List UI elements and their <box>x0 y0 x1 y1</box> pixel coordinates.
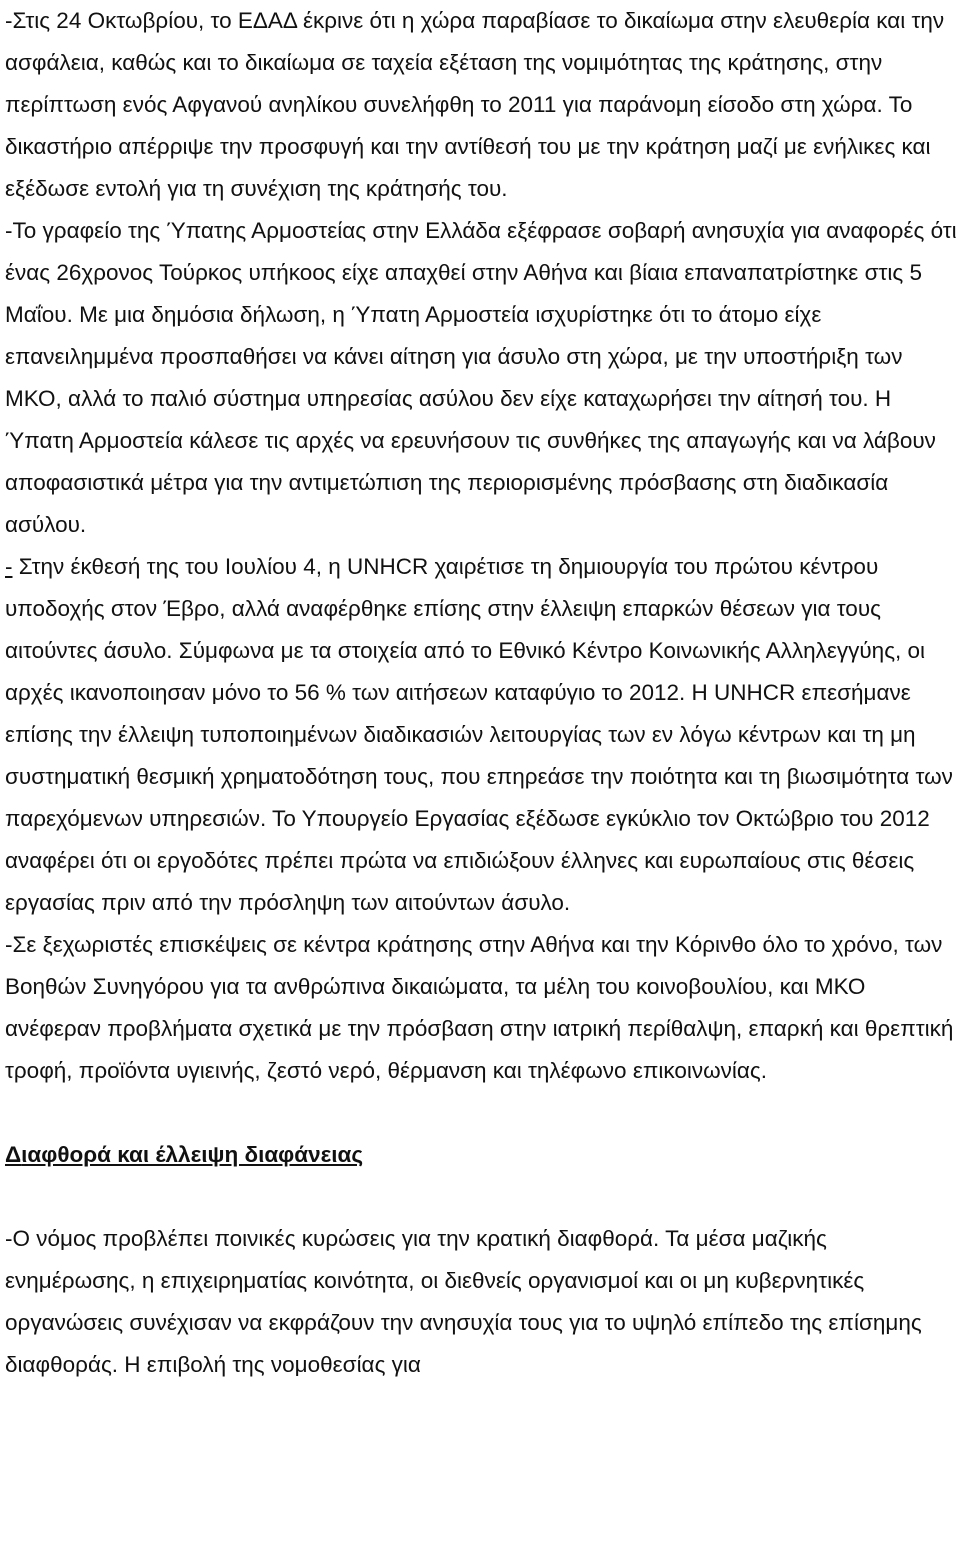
heading-first-letter: Δ <box>5 1142 22 1167</box>
paragraph-unhcr-report-text: Στην έκθεσή της του Ιουλίου 4, η UNHCR χαιρέτισε τη δημιουργία του πρώτου κέντρου υποδοχής στον Έβρο, αλλά αναφέρθηκε επίσης στην έλλειψη επαρκών θέσεων για τους αιτούντες άσυλο. Σύμφωνα με τα στοιχεία από το Εθνικό Κέντρο Κοινωνικής Αλληλεγγύης, οι αρχές ικανοποιησαν μόνο το 56 % των αιτήσεων καταφύγιο το 2012. Η UNHCR επεσήμανε επίσης την έλλειψη τυποποιημένων διαδικασιών λειτουργίας των εν λόγω κέντρων και τη μη συστηματική θεσμική χρηματοδότηση τους, που επηρεάσε την ποιότητα και τη βιωσιμότητα των παρεχόμενων υπηρεσιών. Το Υπουργείο Εργασίας εξέδωσε εγκύκλιο τον Οκτώβριο του 2012 αναφέρει ότι οι εργοδότες πρέπει πρώτα να επιδιώξουν έλληνες και ευρωπαίους στις θέσεις εργασίας πριν από την πρόσληψη των αιτούντων άσυλο. <box>5 554 953 915</box>
paragraph-corruption: -Ο νόμος προβλέπει ποινικές κυρώσεις για την κρατική διαφθορά. Τα μέσα μαζικής ενημέρωσης, η επιχειρηματίας κοινότητα, οι διεθνείς οργανισμοί και οι μη κυβερνητικές οργανώσεις συνέχισαν να εκφράζουν την ανησυχία τους για το υψηλό επίπεδο της επίσημης διαφθοράς. Η επιβολή της νομοθεσίας για <box>5 1226 922 1377</box>
blank-line <box>5 1092 957 1134</box>
document-page <box>5 0 957 1386</box>
paragraph-unhcr-abduction: -Το γραφείο της Ύπατης Αρμοστείας στην Ελλάδα εξέφρασε σοβαρή ανησυχία για αναφορές ότι ένας 26χρονος Τούρκος υπήκοος είχε απαχθεί στην Αθήνα και βίαια επαναπατρίστηκε στις 5 Μαΐου. Με μια δημόσια δήλωση, η Ύπατη Αρμοστεία ισχυρίστηκε ότι το άτομο είχε επανειλημμένα προσπαθήσει να κάνει αίτηση για άσυλο στη χώρα, με την υποστήριξη των ΜΚΟ, αλλά το παλιό σύστημα υπηρεσίας ασύλου δεν είχε καταχωρήσει την αίτησή του. Η Ύπατη Αρμοστεία κάλεσε τις αρχές να ερευνήσουν τις συνθήκες της απαγωγής και να λάβουν αποφασιστικά μέτρα για την αντιμετώπιση της περιορισμένης πρόσβασης στη διαδικασία ασύλου. <box>5 218 957 537</box>
paragraph-dash: - <box>5 554 13 579</box>
heading-rest: ιαφθορά και έλλειψη διαφάνειας <box>21 1142 364 1167</box>
section-heading <box>5 1134 957 1176</box>
blank-line-2 <box>5 1176 957 1218</box>
paragraph-echr-ruling: -Στις 24 Οκτωβρίου, το ΕΔΑΔ έκρινε ότι η χώρα παραβίασε το δικαίωμα στην ελευθερία και την ασφάλεια, καθώς και το δικαίωμα σε ταχεία εξέταση της νομιμότητας της κράτησης, στην περίπτωση ενός Αφγανού ανηλίκου συνελήφθη το 2011 για παράνομη είσοδο στη χώρα. Το δικαστήριο απέρριψε την προσφυγή και την αντίθεσή του με την κράτηση μαζί με ενήλικες και εξέδωσε εντολή για τη συνέχιση της κράτησής του. <box>5 8 945 201</box>
paragraph-detention-visits: -Σε ξεχωριστές επισκέψεις σε κέντρα κράτησης στην Αθήνα και την Κόρινθο όλο το χρόνο, των Βοηθών Συνηγόρου για τα ανθρώπινα δικαιώματα, τα μέλη του κοινοβουλίου, και ΜΚΟ ανέφεραν προβλήματα σχετικά με την πρόσβαση στην ιατρική περίθαλψη, επαρκή και θρεπτική τροφή, προϊόντα υγιεινής, ζεστό νερό, θέρμανση και τηλέφωνο επικοινωνίας. <box>5 932 954 1083</box>
paragraph-unhcr-report <box>5 546 957 924</box>
